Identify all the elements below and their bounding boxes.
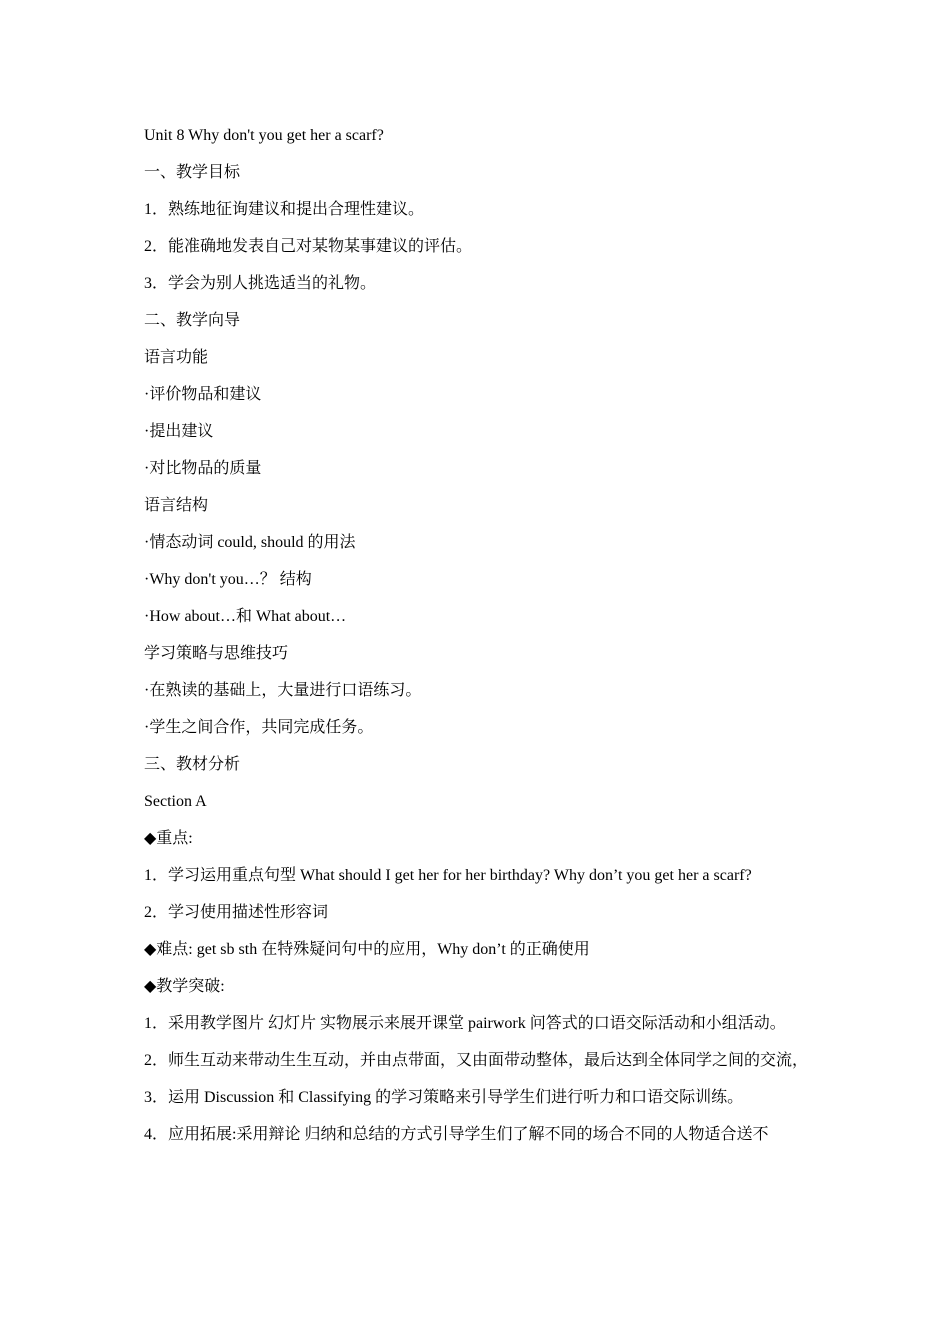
key-point-item: 1．学习运用重点句型 What should I get her for her birthday? Why don’t you get her a scarf? <box>144 867 752 884</box>
key-points-heading: ◆重点: <box>144 830 193 847</box>
language-structure-item: ·Why don't you…？ 结构 <box>144 571 312 588</box>
section-heading-teaching-goals: 一、教学目标 <box>144 164 241 181</box>
section-heading-teaching-guide: 二、教学向导 <box>144 312 241 329</box>
subheading-language-structure: 语言结构 <box>144 497 209 514</box>
difficulty-line: ◆难点: get sb sth 在特殊疑问句中的应用，Why don’t 的正确使用 <box>144 941 590 958</box>
key-point-item: 2．学习使用描述性形容词 <box>144 904 329 921</box>
goal-item: 3．学会为别人挑选适当的礼物。 <box>144 275 377 292</box>
breakthrough-item: 3．运用 Discussion 和 Classifying 的学习策略来引导学生们进行听力和口语交际训练。 <box>144 1089 744 1106</box>
section-a-label: Section A <box>144 793 207 810</box>
subheading-learning-strategy: 学习策略与思维技巧 <box>144 645 289 662</box>
language-function-item: ·提出建议 <box>144 423 214 440</box>
goal-item: 2．能准确地发表自己对某物某事建议的评估。 <box>144 238 473 255</box>
language-function-item: ·评价物品和建议 <box>144 386 262 403</box>
language-structure-item: ·情态动词 could, should 的用法 <box>144 534 356 551</box>
breakthrough-item: 2．师生互动来带动生生互动，并由点带面，又由面带动整体，最后达到全体同学之间的交流， <box>144 1052 809 1069</box>
subheading-language-function: 语言功能 <box>144 349 209 366</box>
breakthrough-heading: ◆教学突破: <box>144 978 225 995</box>
language-function-item: ·对比物品的质量 <box>144 460 262 477</box>
strategy-item: ·在熟读的基础上，大量进行口语练习。 <box>144 682 422 699</box>
strategy-item: ·学生之间合作，共同完成任务。 <box>144 719 374 736</box>
document-title: Unit 8 Why don't you get her a scarf? <box>144 127 384 144</box>
breakthrough-item: 4．应用拓展:采用辩论 归纳和总结的方式引导学生们了解不同的场合不同的人物适合送不 <box>144 1126 769 1143</box>
breakthrough-item: 1．采用教学图片 幻灯片 实物展示来展开课堂 pairwork 问答式的口语交际活动和小组活动。 <box>144 1015 786 1032</box>
section-heading-material-analysis: 三、教材分析 <box>144 756 241 773</box>
goal-item: 1．熟练地征询建议和提出合理性建议。 <box>144 201 425 218</box>
document-body <box>144 124 810 1160</box>
language-structure-item: ·How about…和 What about… <box>144 608 347 625</box>
